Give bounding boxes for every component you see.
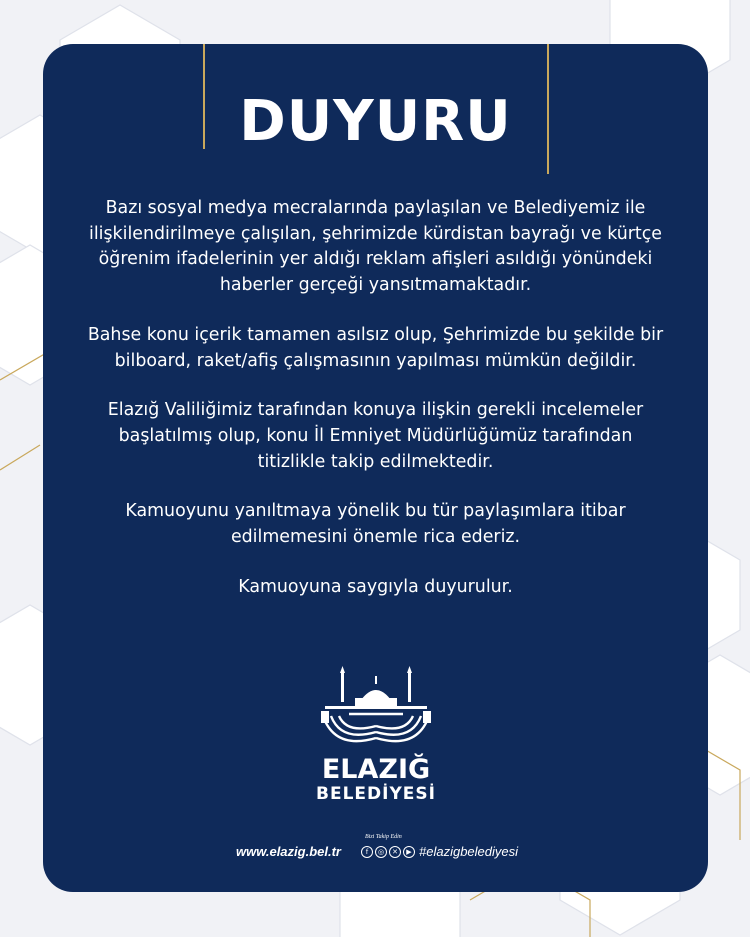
paragraph-1: Bazı sosyal medya mecralarında paylaşılan ve Belediyemiz ile ilişkilendirilmeye çalışılan, şehrimizde kürdistan bayrağı ve kürtçe öğrenim ifadelerinin yer aldığı reklam afişleri asıldığı yönündeki haberler gerçeği yansıtmamaktadır. [89,198,662,296]
paragraph-2: Bahse konu içerik tamamen asılsız olup, Şehrimizde bu şekilde bir bilboard, raket/afiş çalışmasının yapılması mümkün değildir. [87,324,664,371]
website-link[interactable]: www.elazig.bel.tr [236,844,341,859]
paragraph-5: Kamuoyuna saygıyla duyurulur. [238,576,513,597]
facebook-icon[interactable]: f [361,846,373,858]
mosque-emblem-icon [315,666,437,756]
x-icon[interactable]: ✕ [389,846,401,858]
social-icons [361,846,415,858]
logo-name: ELAZIĞ [321,754,431,785]
logo-subtitle: BELEDİYESİ [316,784,436,804]
social-handle[interactable]: #elazigbelediyesi [419,844,519,859]
announcement-card [43,44,708,892]
elazig-belediyesi-logo [315,666,437,806]
page-title: DUYURU [239,89,512,154]
instagram-icon[interactable]: ◎ [375,846,387,858]
youtube-icon[interactable]: ▶ [403,846,415,858]
paragraph-3: Elazığ Valiliğimiz tarafından konuya ilişkin gerekli incelemeler başlatılmış olup, konu İl Emniyet Müdürlüğümüz tarafından titizlikle takip edilmektedir. [107,400,644,472]
paragraph-4: Kamuoyunu yanıltmaya yönelik bu tür paylaşımlara itibar edilmemesini önemle rica ederiz. [125,501,626,548]
announcement-body [83,196,668,624]
footer [43,834,708,868]
follow-us-text: Bizi Takip Edin [365,834,402,840]
